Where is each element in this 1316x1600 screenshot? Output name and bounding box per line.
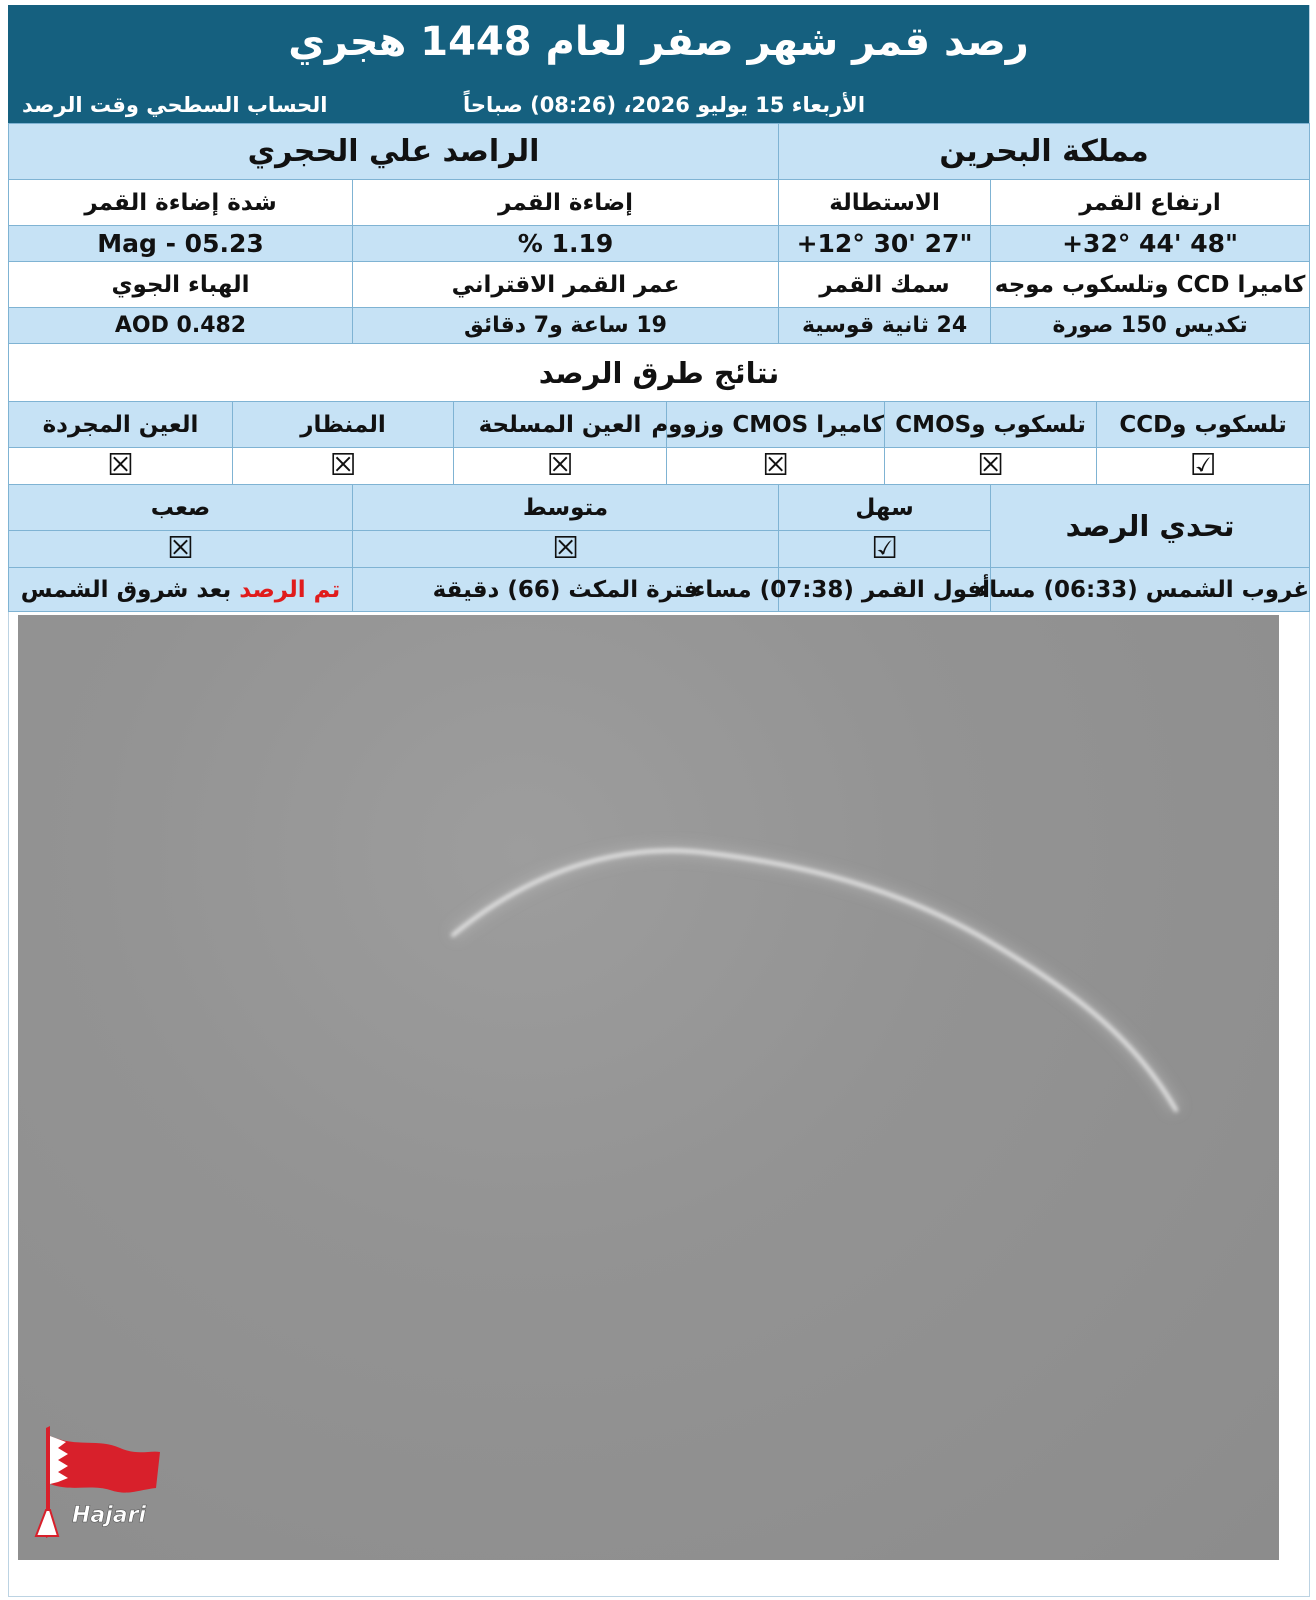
calculation-note: الحساب السطحي وقت الرصد: [22, 93, 328, 117]
sunset-time: غروب الشمس (06:33) مساء: [991, 568, 1310, 612]
method-check: ☒: [9, 448, 233, 485]
method-check: ☑: [1097, 448, 1310, 485]
aerosol-label: الهباء الجوي: [9, 262, 353, 308]
method-check: ☒: [885, 448, 1097, 485]
hajari-logo: [28, 1418, 168, 1548]
observation-table: [8, 123, 1310, 612]
width-label: سمك القمر: [779, 262, 991, 308]
observed-highlight: تم الرصد: [239, 576, 341, 603]
bahrain-flag-icon: [28, 1418, 168, 1548]
method-label: كاميرا CMOS وزووم: [667, 402, 885, 448]
header-banner: [8, 5, 1309, 123]
magnitude-value: Mag - 05.23: [9, 226, 353, 262]
method-check: ☒: [233, 448, 454, 485]
challenge-check: ☑: [779, 531, 991, 568]
crescent-glow: [453, 851, 1176, 1110]
elongation-label: الاستطالة: [779, 180, 991, 226]
illumination-value: % 1.19: [353, 226, 779, 262]
method-label: المنظار: [233, 402, 454, 448]
method-label: تلسكوب وCCD: [1097, 402, 1310, 448]
illumination-label: إضاءة القمر: [353, 180, 779, 226]
crescent-image: [18, 615, 1279, 1560]
lag-time: فترة المكث (66) دقيقة: [353, 568, 779, 612]
moonset-time: أفول القمر (07:38) مساء: [779, 568, 991, 612]
challenge-title: تحدي الرصد: [991, 485, 1310, 568]
challenge-label: سهل: [779, 485, 991, 531]
aerosol-value: AOD 0.482: [9, 308, 353, 344]
observed-rest: بعد شروق الشمس: [20, 576, 240, 603]
logo-text: Hajari: [72, 1503, 147, 1528]
method-label: تلسكوب وCMOS: [885, 402, 1097, 448]
challenge-label: صعب: [9, 485, 353, 531]
moon-photo: [18, 615, 1279, 1560]
observer-cell: الراصد علي الحجري: [9, 124, 779, 180]
elongation-value: +12° 30' 27": [779, 226, 991, 262]
width-value: 24 ثانية قوسية: [779, 308, 991, 344]
methods-title: نتائج طرق الرصد: [9, 344, 1310, 402]
country-cell: مملكة البحرين: [779, 124, 1310, 180]
age-label: عمر القمر الاقتراني: [353, 262, 779, 308]
equipment-value: تكديس 150 صورة: [991, 308, 1310, 344]
observed-note: [9, 568, 353, 612]
challenge-check: ☒: [9, 531, 353, 568]
method-label: العين المسلحة: [454, 402, 667, 448]
observation-date: الأربعاء 15 يوليو 2026، (08:26) صباحاً: [463, 93, 866, 117]
moon-altitude-value: +32° 44' 48": [991, 226, 1310, 262]
equipment-label: كاميرا CCD وتلسكوب موجه: [991, 262, 1310, 308]
method-label: العين المجردة: [9, 402, 233, 448]
crescent-arc: [453, 851, 1176, 1110]
magnitude-label: شدة إضاءة القمر: [9, 180, 353, 226]
method-check: ☒: [454, 448, 667, 485]
method-check: ☒: [667, 448, 885, 485]
age-value: 19 ساعة و7 دقائق: [353, 308, 779, 344]
moon-altitude-label: ارتفاع القمر: [991, 180, 1310, 226]
challenge-check: ☒: [353, 531, 779, 568]
page-title: رصد قمر شهر صفر لعام 1448 هجري: [288, 19, 1029, 65]
challenge-label: متوسط: [353, 485, 779, 531]
